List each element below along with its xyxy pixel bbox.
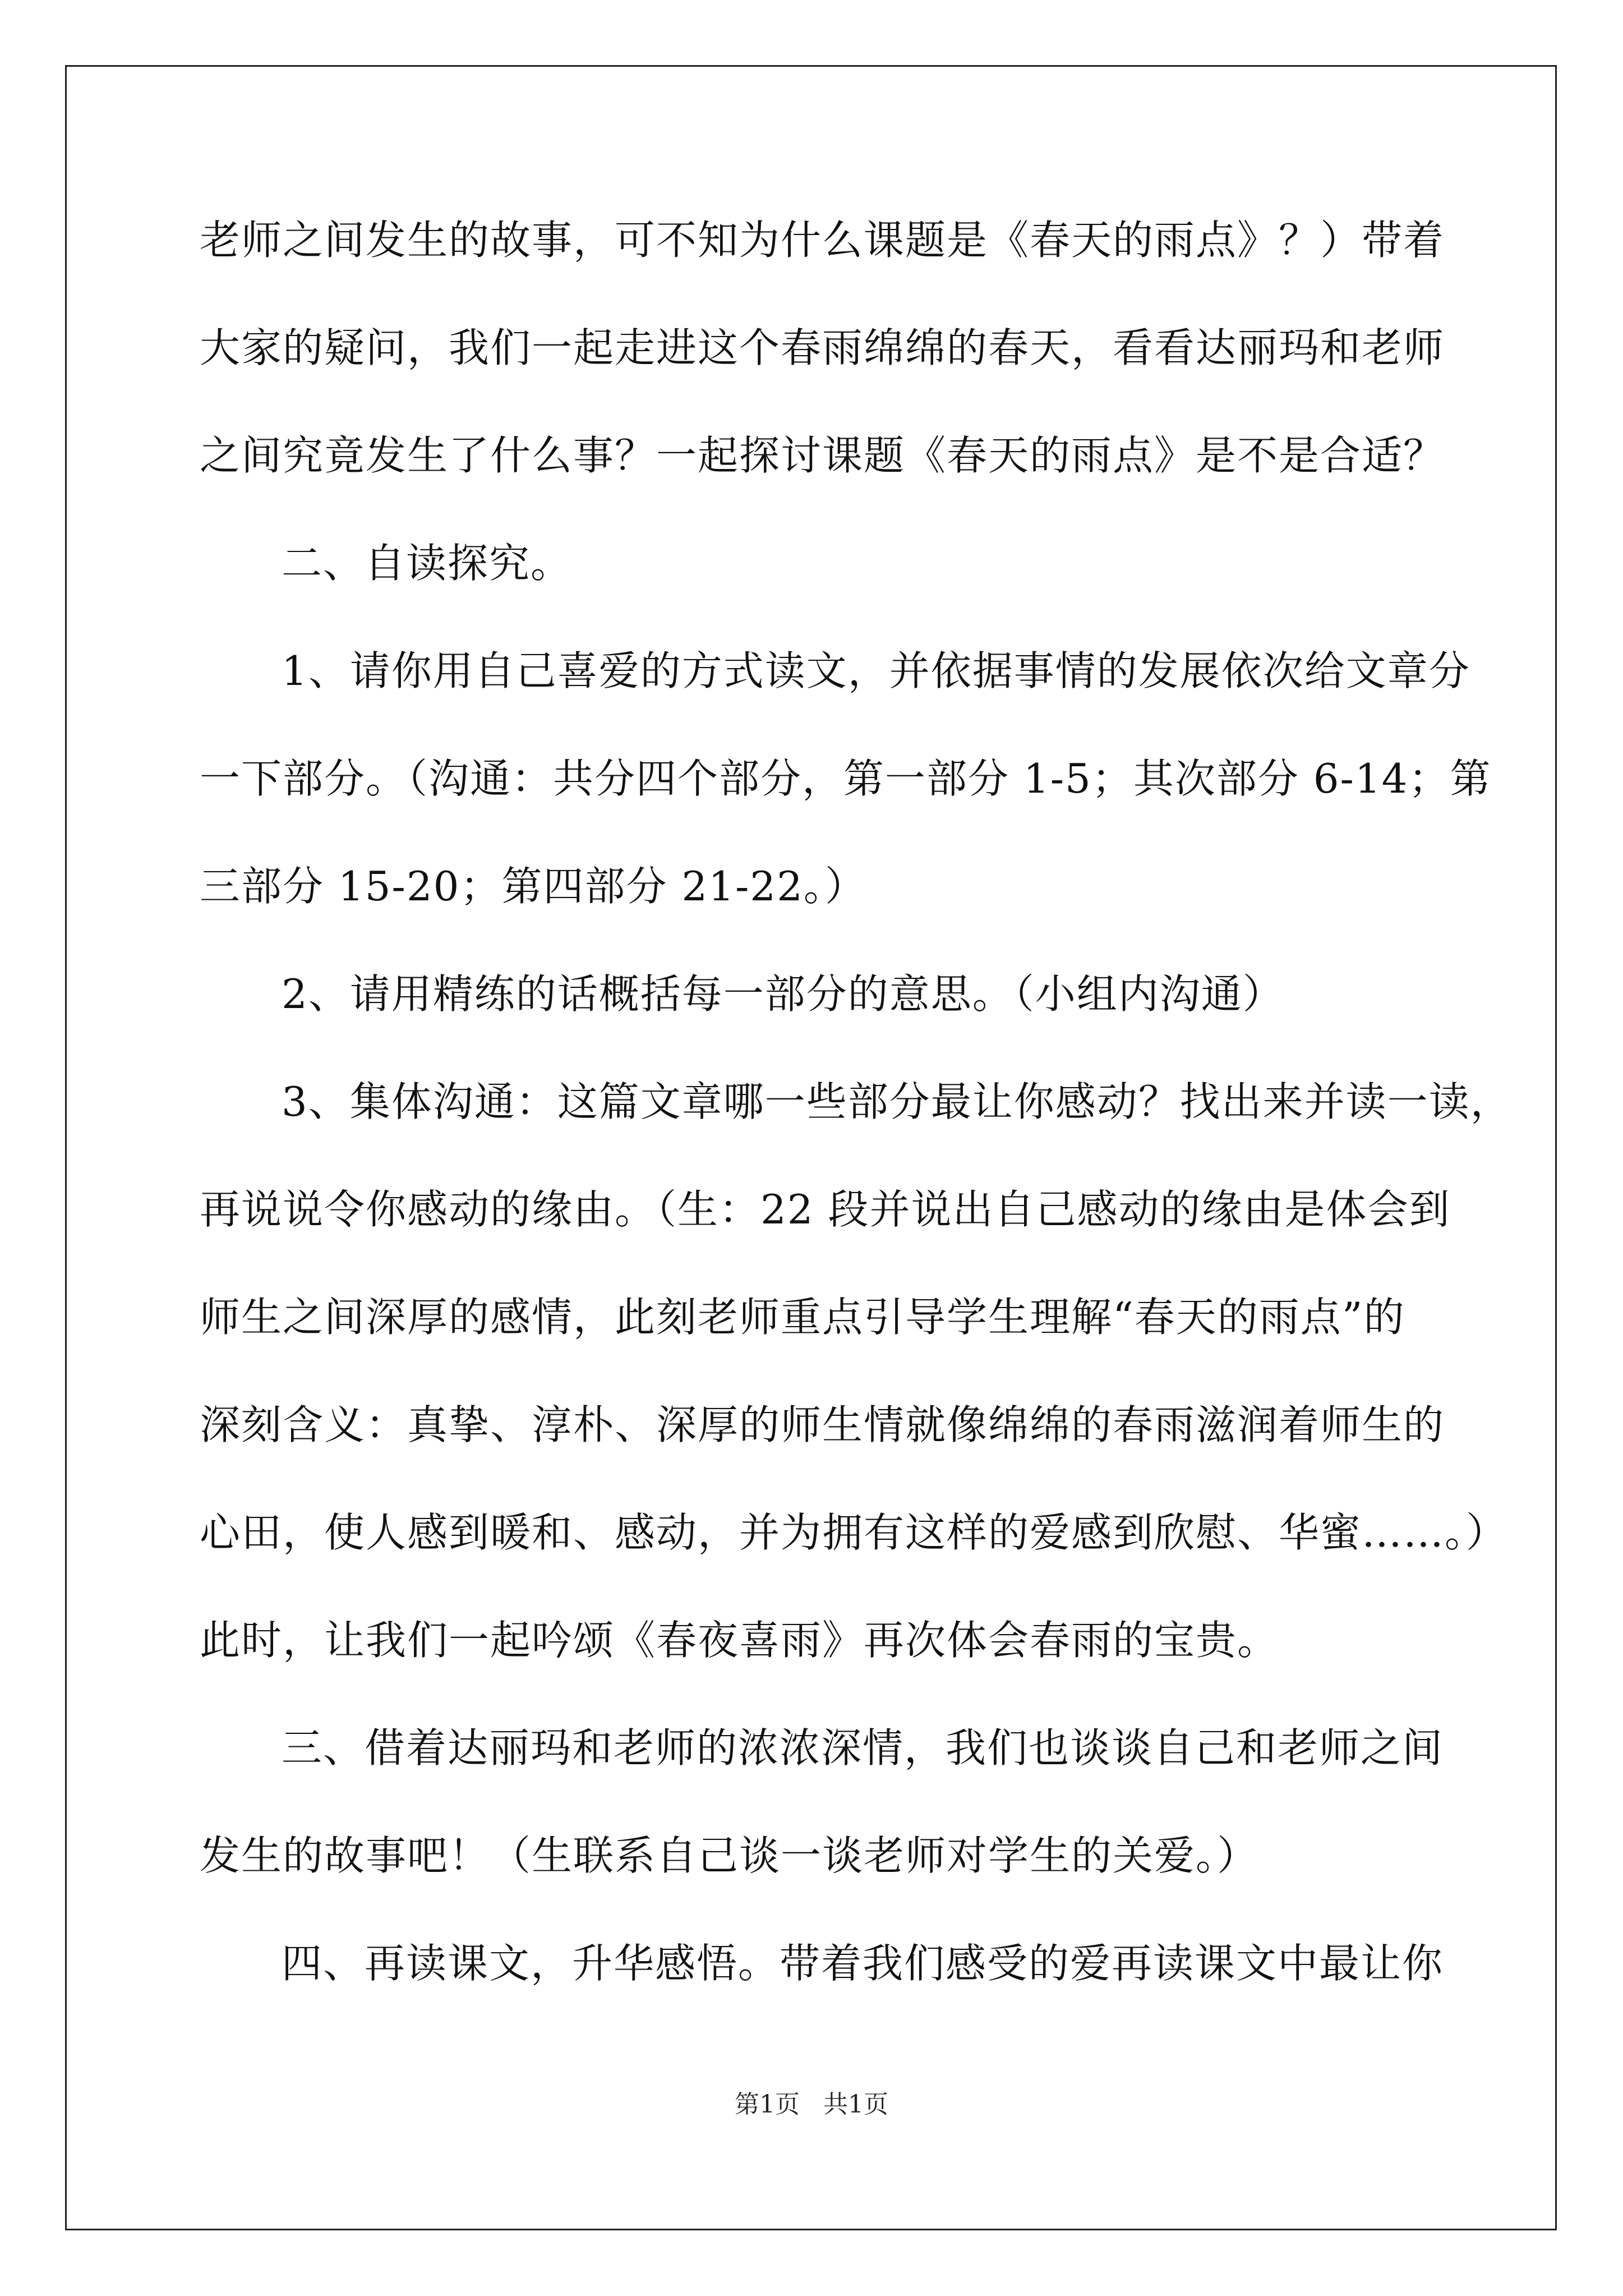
text-line: 一下部分。（沟通：共分四个部分，第一部分 1-5；其次部分 6-14；第 [200, 755, 1492, 802]
text-line: 之间究竟发生了什么事？一起探讨课题《春天的雨点》是不是合适？ [200, 432, 1445, 479]
text-line: 老师之间发生的故事，可不知为什么课题是《春天的雨点》？）带着 [200, 217, 1445, 264]
text-line: 2、请用精练的话概括每一部分的意思。（小组内沟通） [282, 970, 1284, 1018]
section-heading: 二、自读探究。 [282, 540, 573, 587]
section-heading: 四、再读课文，升华感悟。带着我们感受的爱再读课文中最让你 [282, 1940, 1444, 1987]
text-line: 师生之间深厚的感情，此刻老师重点引导学生理解“春天的雨点”的 [200, 1294, 1405, 1341]
text-line: 此时，让我们一起吟颂《春夜喜雨》再次体会春雨的宝贵。 [200, 1617, 1279, 1664]
text-line: 再说说令你感动的缘由。（生：22 段并说出自己感动的缘由是体会到 [200, 1186, 1451, 1233]
page-number: 第1页 [735, 2090, 800, 2119]
text-line: 1、请你用自己喜爱的方式读文，并依据事情的发展依次给文章分 [282, 647, 1470, 694]
section-heading: 三、借着达丽玛和老师的浓浓深情，我们也谈谈自己和老师之间 [282, 1724, 1444, 1772]
page-footer [0, 2088, 1623, 2122]
text-line: 大家的疑问，我们一起走进这个春雨绵绵的春天，看看达丽玛和老师 [200, 324, 1445, 371]
text-line: 发生的故事吧！（生联系自己谈一谈老师对学生的关爱。） [200, 1832, 1259, 1879]
page-total: 共1页 [823, 2090, 888, 2119]
text-line: 3、集体沟通：这篇文章哪一些部分最让你感动？找出来并读一读， [282, 1078, 1512, 1125]
page-border [65, 65, 1557, 2230]
text-line: 深刻含义：真挚、淳朴、深厚的师生情就像绵绵的春雨滋润着师生的 [200, 1401, 1445, 1448]
text-line: 心田，使人感到暖和、感动，并为拥有这样的爱感到欣慰、华蜜……。） [200, 1509, 1508, 1556]
text-line: 三部分 15-20；第四部分 21-22。） [200, 863, 866, 910]
